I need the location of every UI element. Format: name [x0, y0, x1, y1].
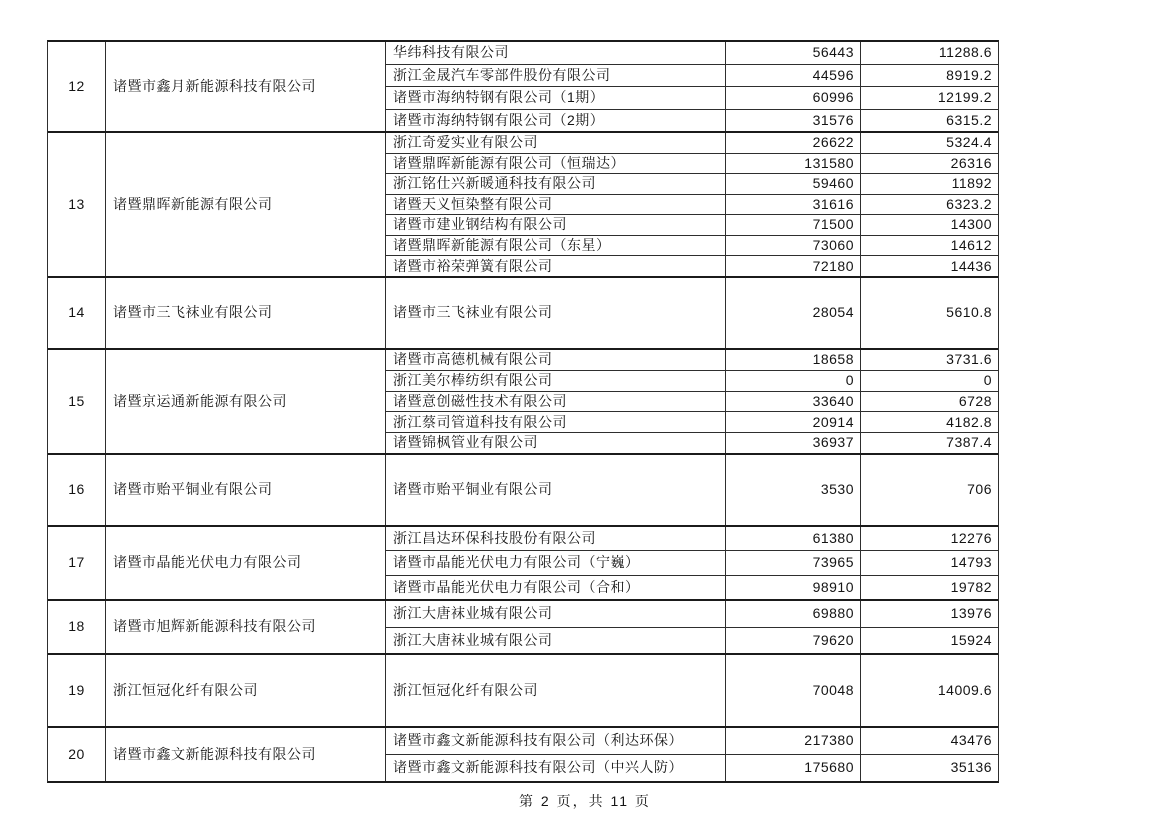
row-index: 19 — [48, 655, 106, 726]
table-row — [386, 627, 998, 654]
sub-company-cell: 诸暨市贻平铜业有限公司 — [386, 455, 726, 525]
value1-cell: 18658 — [726, 350, 861, 370]
sub-company-cell: 诸暨市三飞袜业有限公司 — [386, 278, 726, 348]
row-index: 12 — [48, 42, 106, 131]
table-row — [386, 153, 998, 174]
value1-cell: 31576 — [726, 110, 861, 132]
value2-cell: 5324.4 — [946, 134, 992, 151]
value2-cell: 6728 — [958, 392, 992, 409]
value1-cell: 72180 — [726, 256, 861, 276]
row-index: 14 — [48, 278, 106, 348]
value1-cell: 71500 — [726, 215, 861, 235]
table-row — [386, 235, 998, 256]
table-row — [386, 214, 998, 235]
value2-cell: 19782 — [950, 578, 992, 595]
value1-cell: 20914 — [726, 412, 861, 432]
value1-cell: 0 — [726, 371, 861, 391]
value1-cell: 31616 — [726, 195, 861, 215]
company-group — [48, 453, 998, 525]
company-cell: 诸暨市鑫文新能源科技有限公司 — [106, 728, 386, 781]
value2-cell: 11288.6 — [938, 44, 992, 60]
value1-cell: 36937 — [726, 433, 861, 453]
row-index: 16 — [48, 455, 106, 525]
value1-cell: 217380 — [726, 728, 861, 754]
value2-cell: 14009.6 — [937, 681, 992, 698]
company-group — [48, 348, 998, 453]
value1-cell: 175680 — [726, 755, 861, 781]
sub-rows — [386, 655, 998, 726]
value2-cell: 15924 — [950, 631, 992, 648]
value1-cell: 79620 — [726, 628, 861, 654]
value2-cell: 14436 — [950, 257, 992, 274]
table-row — [386, 575, 998, 599]
row-index: 17 — [48, 527, 106, 599]
value2-cell: 12276 — [950, 529, 992, 546]
sub-company-cell: 华纬科技有限公司 — [386, 42, 726, 64]
company-group — [48, 42, 998, 131]
company-cell: 诸暨市三飞袜业有限公司 — [106, 278, 386, 348]
value2-cell: 43476 — [950, 732, 992, 749]
company-group — [48, 599, 998, 653]
sub-company-cell: 诸暨市海纳特钢有限公司（2期） — [386, 110, 726, 132]
value1-cell: 33640 — [726, 392, 861, 412]
page-footer: 第 2 页，共 11 页 — [519, 793, 651, 809]
company-cell: 浙江恒冠化纤有限公司 — [106, 655, 386, 726]
sub-company-cell: 诸暨意创磁性技术有限公司 — [386, 392, 726, 412]
value2-cell: 12199.2 — [937, 89, 992, 105]
value1-cell: 73965 — [726, 551, 861, 574]
value2-cell: 6315.2 — [946, 111, 992, 128]
company-cell: 诸暨市贻平铜业有限公司 — [106, 455, 386, 525]
table-row — [386, 133, 998, 153]
sub-company-cell: 诸暨市晶能光伏电力有限公司（宁巍） — [386, 551, 726, 574]
value1-cell: 131580 — [726, 154, 861, 174]
table-row — [386, 350, 998, 370]
value1-cell: 69880 — [726, 601, 861, 627]
value1-cell: 61380 — [726, 527, 861, 550]
sub-rows — [386, 350, 998, 453]
sub-company-cell: 诸暨市高德机械有限公司 — [386, 350, 726, 370]
value1-cell: 73060 — [726, 236, 861, 256]
table-row — [386, 255, 998, 276]
value2-cell: 8919.2 — [946, 66, 992, 83]
table-row — [386, 411, 998, 432]
value2-cell: 706 — [967, 481, 992, 498]
row-index: 20 — [48, 728, 106, 781]
table-row — [386, 391, 998, 412]
value2-cell: 14793 — [950, 554, 992, 571]
value1-cell: 3530 — [726, 455, 861, 525]
sub-company-cell: 浙江奇爱实业有限公司 — [386, 133, 726, 153]
sub-company-cell: 诸暨市裕荣弹簧有限公司 — [386, 256, 726, 276]
value2-cell: 7387.4 — [946, 434, 992, 451]
table-row — [386, 728, 998, 754]
sub-company-cell: 浙江美尔棒纺织有限公司 — [386, 371, 726, 391]
company-group — [48, 653, 998, 726]
table-row — [386, 655, 998, 726]
company-cell: 诸暨京运通新能源有限公司 — [106, 350, 386, 453]
table-row — [386, 173, 998, 194]
row-index: 13 — [48, 133, 106, 276]
value2-cell: 3731.6 — [946, 351, 992, 368]
company-cell: 诸暨鼎晖新能源有限公司 — [106, 133, 386, 276]
value1-cell: 26622 — [726, 133, 861, 153]
sub-company-cell: 浙江大唐袜业城有限公司 — [386, 628, 726, 654]
sub-company-cell: 浙江蔡司管道科技有限公司 — [386, 412, 726, 432]
sub-rows — [386, 278, 998, 348]
table-row — [386, 278, 998, 348]
sub-company-cell: 浙江恒冠化纤有限公司 — [386, 655, 726, 726]
company-group — [48, 525, 998, 599]
value2-cell: 6323.2 — [946, 195, 992, 212]
value2-cell: 14612 — [950, 236, 992, 253]
sub-company-cell: 诸暨鼎晖新能源有限公司（东星） — [386, 236, 726, 256]
sub-company-cell: 诸暨市建业钢结构有限公司 — [386, 215, 726, 235]
table-row — [386, 550, 998, 574]
value1-cell: 59460 — [726, 174, 861, 194]
sub-rows — [386, 728, 998, 781]
company-group — [48, 131, 998, 276]
table-row — [386, 370, 998, 391]
sub-company-cell: 诸暨市鑫文新能源科技有限公司（中兴人防） — [386, 755, 726, 781]
sub-rows — [386, 527, 998, 599]
value2-cell: 11892 — [951, 175, 992, 192]
value1-cell: 56443 — [726, 42, 861, 64]
value2-cell: 26316 — [950, 154, 992, 171]
company-group — [48, 726, 998, 781]
value2-cell: 35136 — [950, 759, 992, 776]
value2-cell: 13976 — [950, 605, 992, 621]
sub-company-cell: 诸暨天义恒染整有限公司 — [386, 195, 726, 215]
table-row — [386, 86, 998, 109]
value1-cell: 70048 — [726, 655, 861, 726]
company-group — [48, 276, 998, 348]
row-index: 18 — [48, 601, 106, 653]
value1-cell: 44596 — [726, 65, 861, 87]
sub-company-cell: 诸暨市鑫文新能源科技有限公司（利达环保） — [386, 728, 726, 754]
sub-rows — [386, 133, 998, 276]
table-row — [386, 754, 998, 781]
company-cell: 诸暨市旭辉新能源科技有限公司 — [106, 601, 386, 653]
company-cell: 诸暨市晶能光伏电力有限公司 — [106, 527, 386, 599]
sub-company-cell: 浙江铭仕兴新暖通科技有限公司 — [386, 174, 726, 194]
sub-company-cell: 浙江金晟汽车零部件股份有限公司 — [386, 65, 726, 87]
company-cell: 诸暨市鑫月新能源科技有限公司 — [106, 42, 386, 131]
sub-rows — [386, 42, 998, 131]
value1-cell: 98910 — [726, 576, 861, 599]
table-row — [386, 109, 998, 132]
table-row — [386, 432, 998, 453]
value2-cell: 14300 — [950, 216, 992, 233]
sub-company-cell: 诸暨锦枫管业有限公司 — [386, 433, 726, 453]
sub-company-cell: 诸暨鼎晖新能源有限公司（恒瑞达） — [386, 154, 726, 174]
sub-rows — [386, 601, 998, 653]
sub-company-cell: 诸暨市晶能光伏电力有限公司（合和） — [386, 576, 726, 599]
row-index: 15 — [48, 350, 106, 453]
value1-cell: 60996 — [726, 87, 861, 109]
table-row — [386, 64, 998, 87]
table-row — [386, 194, 998, 215]
report-table — [47, 40, 999, 783]
table-row — [386, 455, 998, 525]
value2-cell: 0 — [983, 371, 992, 388]
sub-company-cell: 浙江大唐袜业城有限公司 — [386, 601, 726, 627]
value2-cell: 4182.8 — [946, 413, 992, 430]
table-row — [386, 527, 998, 550]
sub-company-cell: 浙江昌达环保科技股份有限公司 — [386, 527, 726, 550]
sub-company-cell: 诸暨市海纳特钢有限公司（1期） — [386, 87, 726, 109]
sub-rows — [386, 455, 998, 525]
value2-cell: 5610.8 — [946, 304, 992, 321]
table-row — [386, 42, 998, 64]
value1-cell: 28054 — [726, 278, 861, 348]
table-row — [386, 601, 998, 627]
